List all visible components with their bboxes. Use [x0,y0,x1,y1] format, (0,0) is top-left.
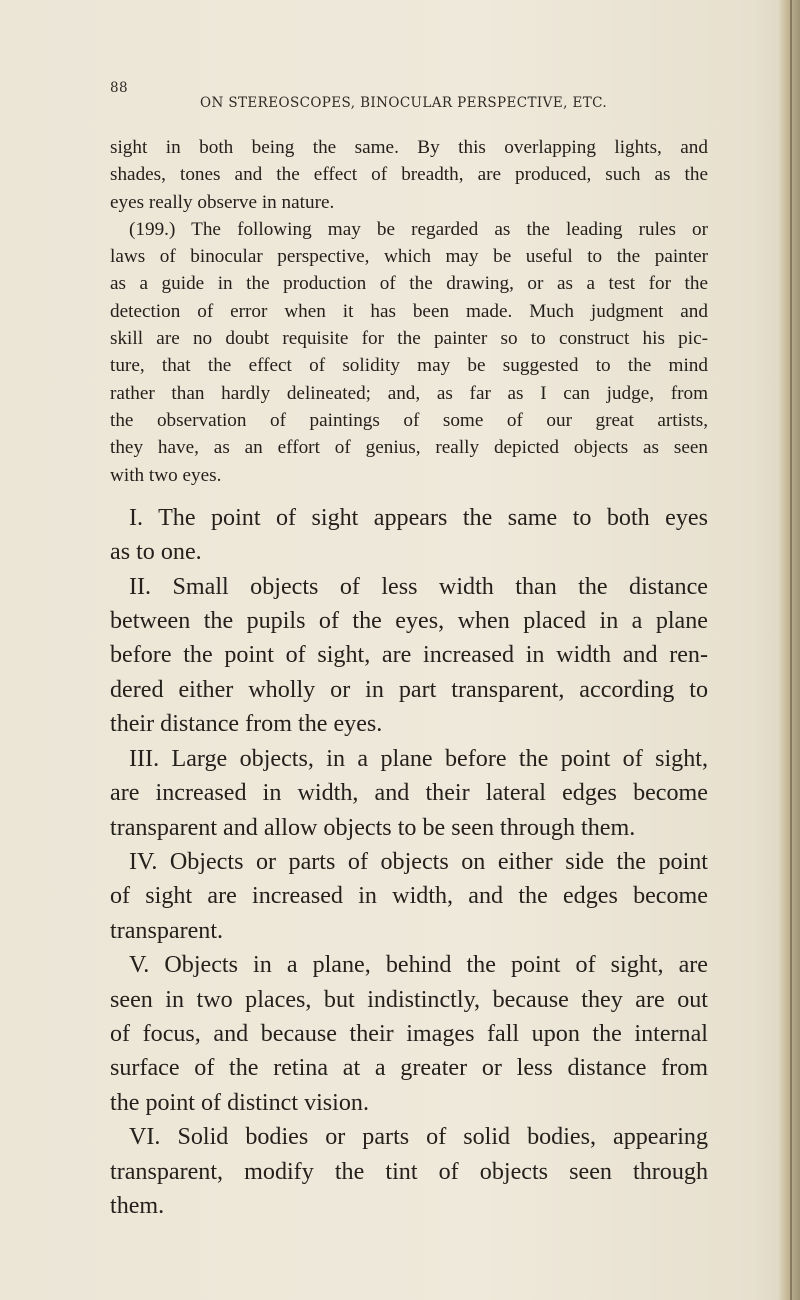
rule-line: seen in two places, but indistinctly, because they are out [110,986,708,1013]
text-line: sight in both being the same. By this overlapping lights, and [110,137,708,158]
text-line: (199.) The following may be regarded as the leading rules or [129,218,708,240]
text-line: rather than hardly delineated; and, as far as I can judge, from [110,382,708,404]
rule-line: are increased in width, and their lateral edges become [110,780,708,807]
rule-line: III. Large objects, in a plane before the point of sight, [129,745,708,772]
page-edge-line [790,0,792,1300]
running-title: ON STEREOSCOPES, BINOCULAR PERSPECTIVE, ETC. [200,95,608,111]
rule-line: as to one. [110,539,202,566]
text-line: they have, as an effort of genius, really depicted objects as seen [110,437,708,459]
rule-line: before the point of sight, are increased in width and ren- [110,642,708,669]
rule-line: them. [110,1192,165,1219]
small-type-block [110,134,708,489]
text-line: laws of binocular perspective, which may be useful to the painter [110,246,708,268]
rule-line: of focus, and because their images fall upon the internal [110,1020,708,1047]
rule-line: I. The point of sight appears the same to both eyes [129,504,708,531]
page-text [110,134,708,1223]
rule-line: V. Objects in a plane, behind the point of sight, are [129,952,708,979]
page-edge-shadow [778,0,800,1300]
text-line: with two eyes. [110,464,222,486]
rule-line: dered either wholly or in part transparent, according to [110,676,708,703]
rule-line: VI. Solid bodies or parts of solid bodies, appearing [129,1124,708,1151]
rule-line: the point of distinct vision. [110,1089,369,1116]
rule-line: transparent, modify the tint of objects seen through [110,1158,708,1185]
rule-line: IV. Objects or parts of objects on either side the point [129,848,708,875]
rule-line: transparent. [110,917,224,944]
rule-iv [110,845,708,948]
rule-i [110,501,708,570]
rule-iii [110,742,708,845]
rules-list [110,501,708,1224]
text-line: eyes really observe in nature. [110,191,335,213]
rule-line: surface of the retina at a greater or less distance from [110,1055,708,1082]
text-line: detection of error when it has been made. Much judgment and [110,300,708,322]
rule-line: II. Small objects of less width than the distance [129,573,708,600]
rule-line: transparent and allow objects to be seen through them. [110,814,636,841]
rule-ii [110,570,708,742]
rule-v [110,948,708,1120]
text-line: ture, that the effect of solidity may be suggested to the mind [110,355,708,377]
page-number: 88 [110,80,128,96]
rule-line: between the pupils of the eyes, when placed in a plane [110,608,708,635]
rule-line: their distance from the eyes. [110,711,383,738]
text-line: the observation of paintings of some of our great artists, [110,409,708,431]
text-line: skill are no doubt requisite for the painter so to construct his pic- [110,328,708,350]
text-line: as a guide in the production of the drawing, or as a test for the [110,273,708,295]
text-line: shades, tones and the effect of breadth, are produced, such as the [110,164,708,186]
rule-line: of sight are increased in width, and the edges become [110,883,708,910]
rule-vi [110,1120,708,1223]
